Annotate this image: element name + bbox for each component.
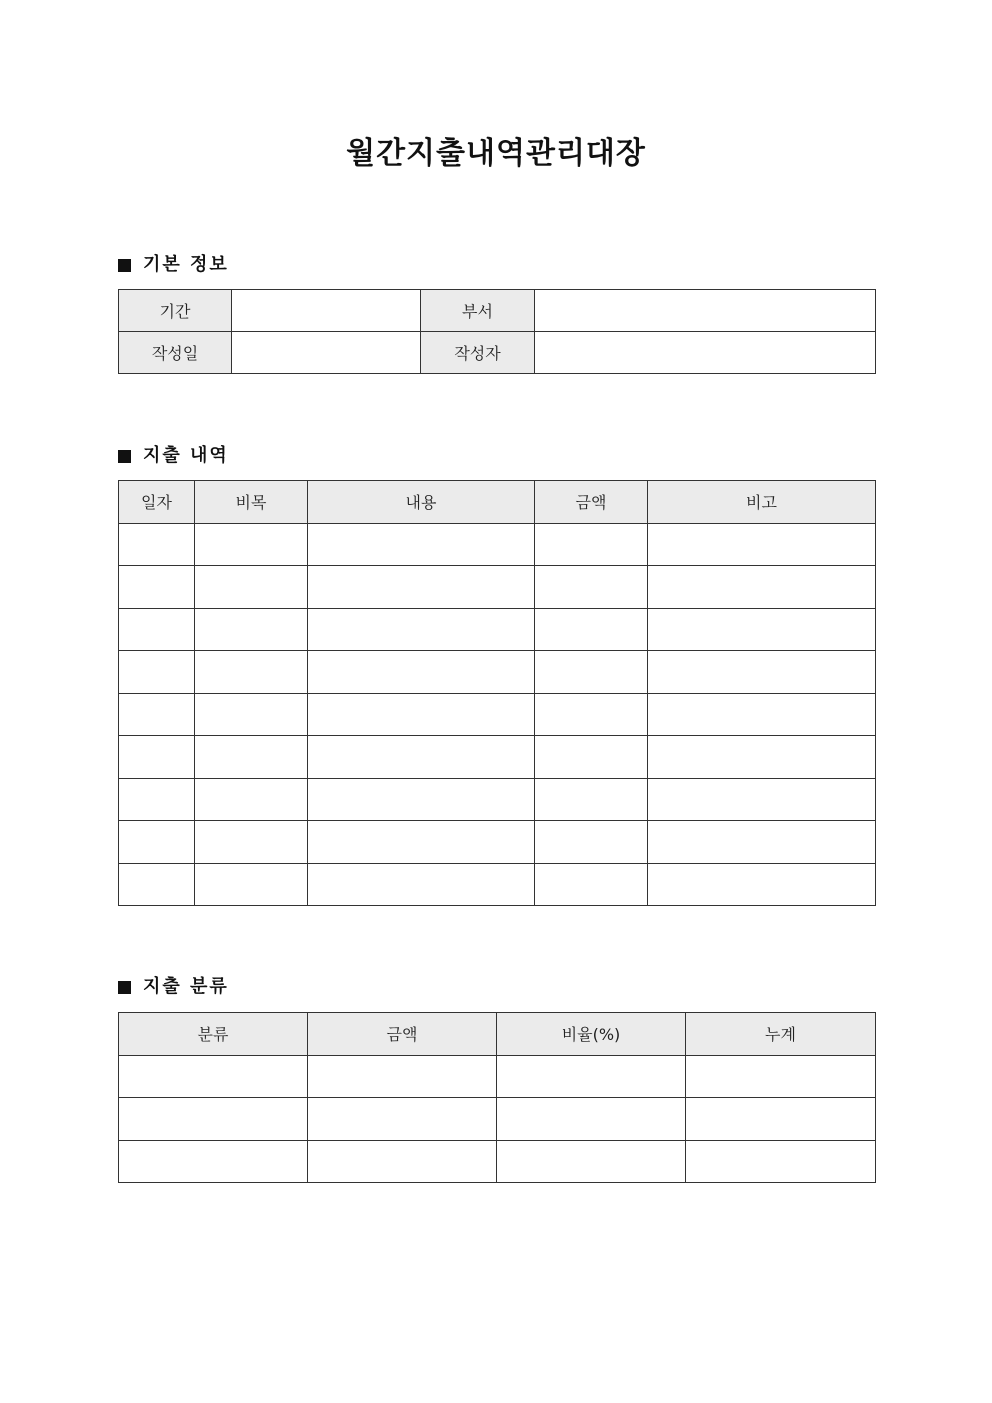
expense-rows: [119, 523, 876, 906]
section-heading-label: 지출 내역: [143, 445, 229, 466]
department-field[interactable]: [535, 290, 876, 332]
amount-cell[interactable]: [308, 1098, 497, 1141]
column-header-item: 비목: [195, 481, 308, 524]
column-header-category: 분류: [119, 1013, 308, 1056]
table-row: [119, 1055, 876, 1098]
item-cell[interactable]: [195, 736, 308, 779]
amount-cell[interactable]: [535, 736, 648, 779]
amount-cell[interactable]: [535, 778, 648, 821]
label-period: 기간: [119, 290, 232, 332]
table-row: [119, 821, 876, 864]
column-header-ratio: 비율(%): [497, 1013, 686, 1056]
table-header-row: [119, 1013, 876, 1056]
date-cell[interactable]: [119, 651, 195, 694]
remarks-cell[interactable]: [648, 608, 876, 651]
description-cell[interactable]: [308, 693, 535, 736]
column-header-description: 내용: [308, 481, 535, 524]
square-bullet-icon: [118, 259, 131, 272]
column-header-cumulative: 누계: [686, 1013, 876, 1056]
section-heading-expense-details: [118, 444, 229, 468]
remarks-cell[interactable]: [648, 523, 876, 566]
remarks-cell[interactable]: [648, 693, 876, 736]
amount-cell[interactable]: [535, 608, 648, 651]
table-row: [119, 608, 876, 651]
table-row: [119, 1098, 876, 1141]
section-heading-basic-info: [118, 253, 229, 277]
table-header-row: [119, 481, 876, 524]
table-row: [119, 290, 876, 332]
column-header-amount: 금액: [535, 481, 648, 524]
category-cell[interactable]: [119, 1140, 308, 1183]
section-heading-label: 기본 정보: [143, 254, 229, 275]
description-cell[interactable]: [308, 778, 535, 821]
description-cell[interactable]: [308, 523, 535, 566]
description-cell[interactable]: [308, 863, 535, 906]
table-row: [119, 863, 876, 906]
description-cell[interactable]: [308, 651, 535, 694]
item-cell[interactable]: [195, 863, 308, 906]
item-cell[interactable]: [195, 693, 308, 736]
ratio-cell[interactable]: [497, 1098, 686, 1141]
remarks-cell[interactable]: [648, 863, 876, 906]
column-header-date: 일자: [119, 481, 195, 524]
table-row: [119, 332, 876, 374]
table-row: [119, 693, 876, 736]
category-cell[interactable]: [119, 1098, 308, 1141]
amount-cell[interactable]: [535, 863, 648, 906]
section-heading-expense-category: [118, 975, 229, 999]
table-row: [119, 736, 876, 779]
description-cell[interactable]: [308, 566, 535, 609]
ratio-cell[interactable]: [497, 1055, 686, 1098]
description-cell[interactable]: [308, 821, 535, 864]
remarks-cell[interactable]: [648, 651, 876, 694]
cumulative-cell[interactable]: [686, 1140, 876, 1183]
amount-cell[interactable]: [308, 1055, 497, 1098]
date-cell[interactable]: [119, 523, 195, 566]
author-field[interactable]: [535, 332, 876, 374]
section-heading-label: 지출 분류: [143, 976, 229, 997]
item-cell[interactable]: [195, 608, 308, 651]
basic-info-table: [118, 289, 876, 374]
item-cell[interactable]: [195, 821, 308, 864]
category-cell[interactable]: [119, 1055, 308, 1098]
cumulative-cell[interactable]: [686, 1055, 876, 1098]
remarks-cell[interactable]: [648, 736, 876, 779]
date-cell[interactable]: [119, 821, 195, 864]
column-header-amount: 금액: [308, 1013, 497, 1056]
date-cell[interactable]: [119, 608, 195, 651]
description-cell[interactable]: [308, 736, 535, 779]
period-field[interactable]: [232, 290, 421, 332]
date-cell[interactable]: [119, 863, 195, 906]
ratio-cell[interactable]: [497, 1140, 686, 1183]
amount-cell[interactable]: [535, 523, 648, 566]
remarks-cell[interactable]: [648, 566, 876, 609]
label-author: 작성자: [421, 332, 535, 374]
column-header-remarks: 비고: [648, 481, 876, 524]
description-cell[interactable]: [308, 608, 535, 651]
table-row: [119, 1140, 876, 1183]
date-cell[interactable]: [119, 693, 195, 736]
expense-category-table: [118, 1012, 876, 1183]
category-rows: [119, 1055, 876, 1183]
item-cell[interactable]: [195, 651, 308, 694]
table-row: [119, 651, 876, 694]
item-cell[interactable]: [195, 778, 308, 821]
amount-cell[interactable]: [535, 651, 648, 694]
table-row: [119, 566, 876, 609]
amount-cell[interactable]: [308, 1140, 497, 1183]
expense-details-table: [118, 480, 876, 906]
date-cell[interactable]: [119, 778, 195, 821]
label-department: 부서: [421, 290, 535, 332]
page-title: 월간지출내역관리대장: [346, 136, 646, 171]
date-cell[interactable]: [119, 736, 195, 779]
amount-cell[interactable]: [535, 693, 648, 736]
square-bullet-icon: [118, 981, 131, 994]
amount-cell[interactable]: [535, 566, 648, 609]
remarks-cell[interactable]: [648, 821, 876, 864]
cumulative-cell[interactable]: [686, 1098, 876, 1141]
remarks-cell[interactable]: [648, 778, 876, 821]
table-row: [119, 778, 876, 821]
square-bullet-icon: [118, 450, 131, 463]
item-cell[interactable]: [195, 566, 308, 609]
amount-cell[interactable]: [535, 821, 648, 864]
table-row: [119, 523, 876, 566]
date-written-field[interactable]: [232, 332, 421, 374]
item-cell[interactable]: [195, 523, 308, 566]
label-date-written: 작성일: [119, 332, 232, 374]
date-cell[interactable]: [119, 566, 195, 609]
